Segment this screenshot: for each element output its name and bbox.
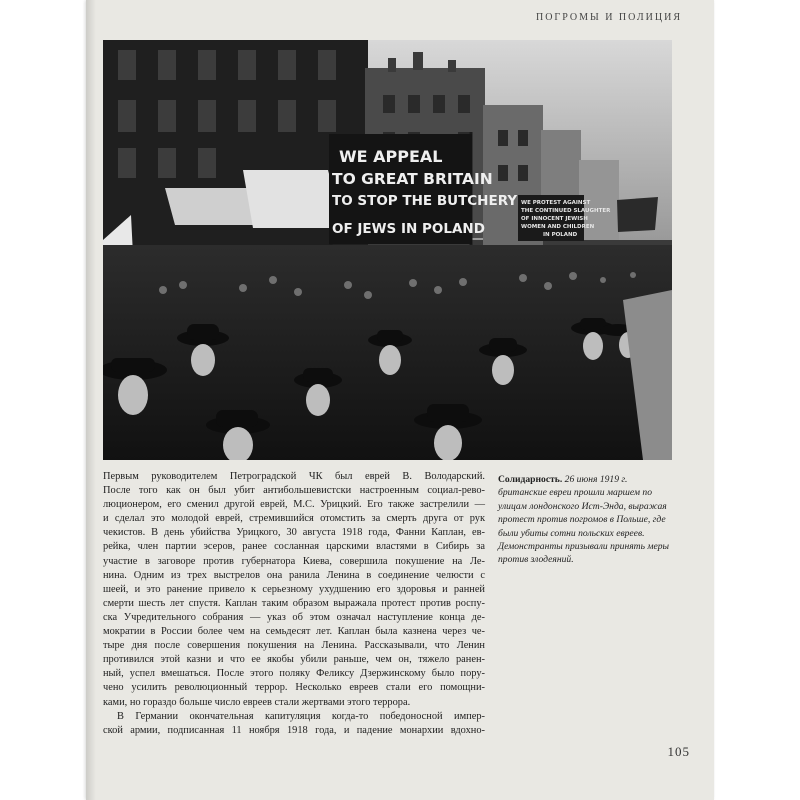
body-line: В Германии окончательная капитуляция когда-то победоносной импер- [117, 710, 485, 722]
svg-text:WE PROTEST AGAINST: WE PROTEST AGAINST [521, 200, 591, 206]
svg-text:THE CONTINUED SLAUGHTER: THE CONTINUED SLAUGHTER [521, 208, 611, 214]
body-line: ска Учредительного собрания — указ об этом означал наступление конца де- [103, 611, 485, 623]
body-line: и сделал это молодой еврей, стремившийся отомстить за смерть друга от рук [103, 513, 485, 525]
body-line: После того как он был убит антибольшевистски настроенным социал-рево- [103, 485, 485, 497]
caption-lead: Солидарность. [498, 474, 563, 485]
body-line: люционером, его сменил другой еврей, М.С. Урицкий. Его также застрелили — [103, 499, 485, 511]
body-line: шеей, и это ранение привело к серьезному ухудшению его здоровья и ранней [103, 583, 485, 595]
body-line: рейка, член партии эсеров, ранее сосланная царскими властями в Сибирь за [103, 541, 485, 553]
body-line: нина. Одним из трех выстрелов она ранила Ленина в соединение челюсти с [103, 569, 485, 581]
body-line: ками, но гораздо больше число евреев стали жертвами этого террора. [103, 696, 411, 708]
body-text [103, 470, 485, 738]
svg-text:WOMEN AND CHILDREN: WOMEN AND CHILDREN [521, 224, 595, 230]
body-line: смерти шесть лет спустя. Каплан таким образом выражала протест против роспу- [103, 597, 485, 609]
banner-line-1: WE APPEAL [339, 147, 443, 166]
body-line: участие в заговоре против губернатора Киева, совершила покушение на Ле- [103, 555, 485, 567]
photo-caption [498, 473, 674, 567]
banner-line-2: TO GREAT BRITAIN [332, 170, 493, 188]
banner-line-4: OF JEWS IN POLAND [332, 221, 485, 237]
body-line: мократии в России более чем на семьдесят лет. Каплан была казнена через че- [103, 626, 485, 638]
paragraph-2 [103, 710, 485, 738]
banner-line-3: TO STOP THE BUTCHERY [332, 193, 518, 209]
caption-text: 26 июня 1919 г. британские евреи прошли маршем по улицам лондонского Ист-Энда, выражая протест против погромов в Польше, где были убиты сотни польских евреев. Демонстранты призывали принять меры против злодеяний. [498, 474, 670, 566]
paragraph-1 [103, 470, 485, 710]
page-number: 105 [667, 744, 690, 759]
body-line: тыре дня после совершения покушения на Ленина. Рассказывали, что Ленин [103, 640, 485, 652]
body-line: Первым руководителем Петроградской ЧК был еврей В. Володарский. [103, 471, 485, 482]
body-line: чекистов. В день убийства Урицкого, 30 августа 1918 года, Фанни Каплан, ев- [103, 527, 485, 539]
svg-text:IN POLAND: IN POLAND [543, 232, 578, 238]
svg-text:OF INNOCENT JEWISH: OF INNOCENT JEWISH [521, 216, 588, 222]
running-head: ПОГРОМЫ И ПОЛИЦИЯ [535, 12, 682, 23]
body-line: ный, успел вмешаться. После этого поляку Феликсу Дзержинскому было пору- [103, 668, 485, 680]
body-line: чено усилить революционный террор. Несколько евреев стали его помощни- [103, 682, 485, 694]
page-gutter-shadow [86, 0, 96, 800]
body-line: ской армии, подписанная 11 ноября 1918 года, и падение монархии вдохно- [103, 724, 485, 736]
body-line: противился этой казни и что ее якобы убили раньше, чем он, тяжело ранен- [103, 654, 485, 666]
historical-photo [103, 40, 672, 460]
